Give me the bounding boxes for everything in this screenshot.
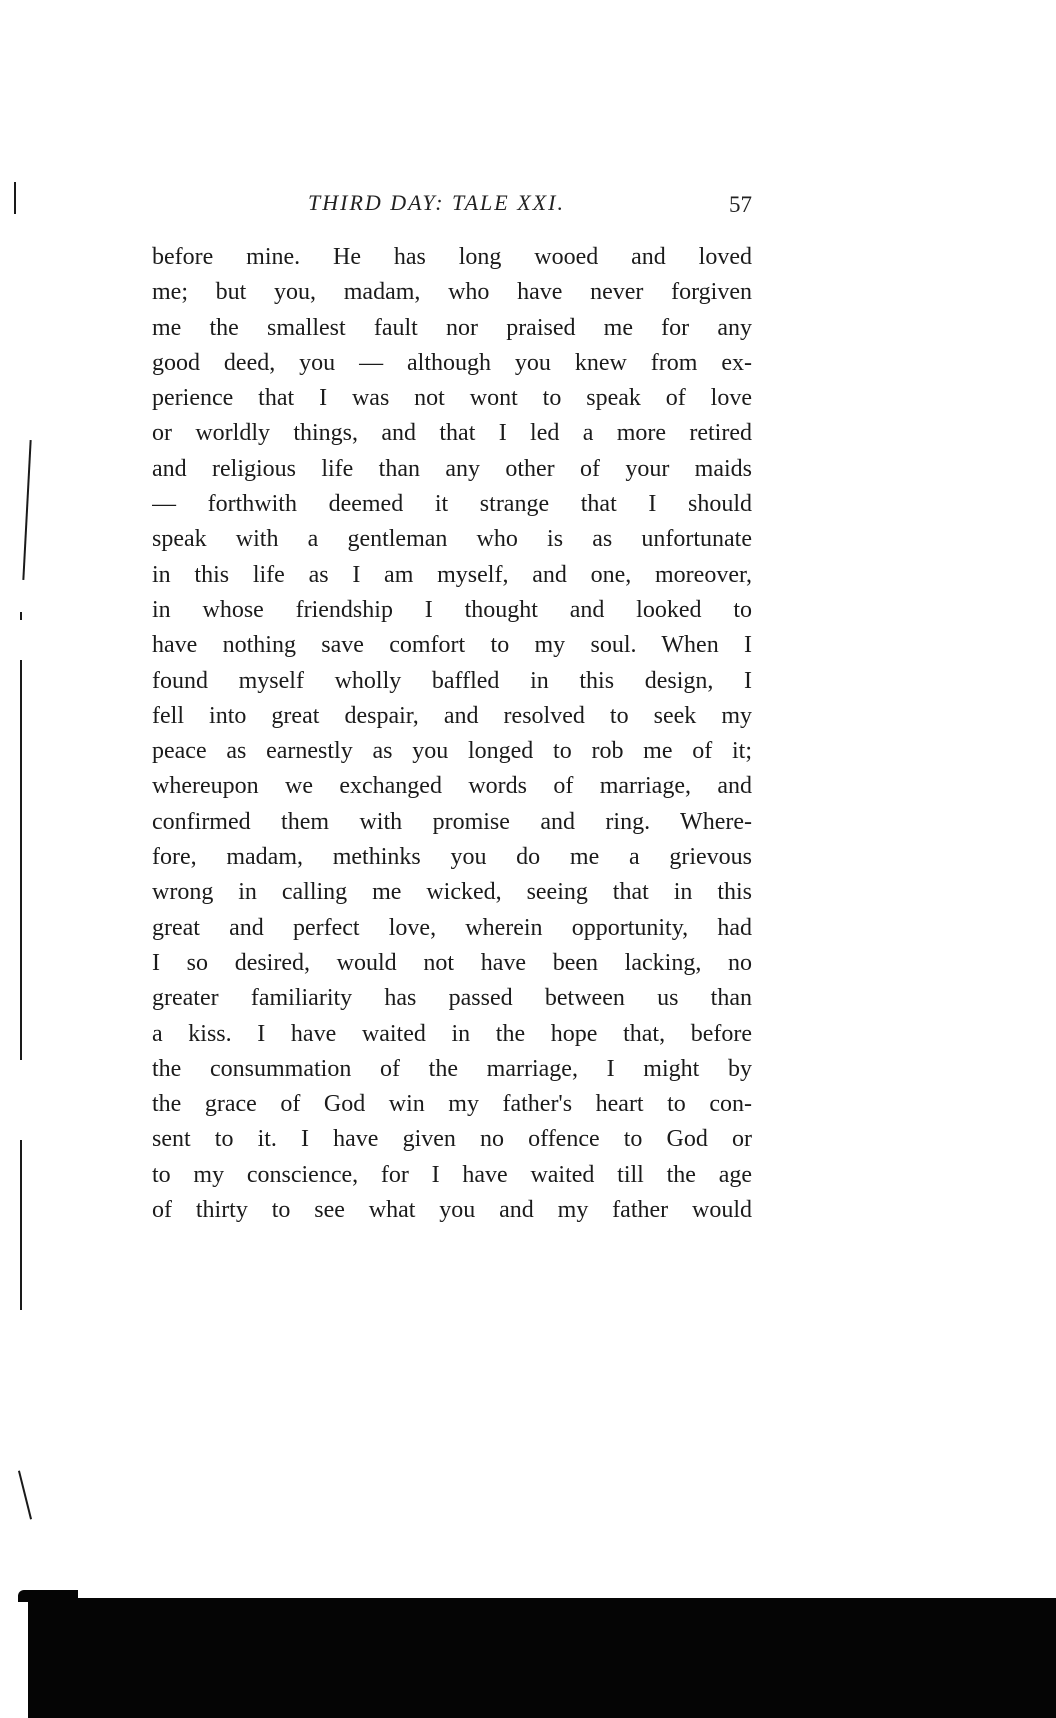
body-text <box>152 240 752 1228</box>
text-line: sent to it. I have given no offence to God or <box>152 1126 752 1153</box>
text-line: before mine. He has long wooed and loved <box>152 244 752 270</box>
text-line: speak with a gentleman who is as unfortunate <box>152 526 752 553</box>
scan-margin-mark <box>20 660 22 1060</box>
scan-bottom-shadow <box>28 1598 1056 1718</box>
scan-margin-mark <box>20 612 22 620</box>
text-line: me; but you, madam, who have never forgiven <box>152 279 752 306</box>
text-line: and religious life than any other of your maids <box>152 455 752 482</box>
text-line: I so desired, would not have been lacking, no <box>152 949 752 976</box>
text-line: to my conscience, for I have waited till the age <box>152 1161 752 1188</box>
scan-margin-mark <box>22 440 31 580</box>
page-number: 57 <box>729 192 752 217</box>
scan-margin-mark <box>18 1471 32 1520</box>
text-line: fore, madam, methinks you do me a grievous <box>152 844 752 871</box>
scan-margin-mark <box>20 1140 22 1310</box>
text-line: in whose friendship I thought and looked to <box>152 596 752 623</box>
text-line: — forthwith deemed it strange that I should <box>152 491 752 518</box>
page-header <box>152 190 752 226</box>
text-line: the consummation of the marriage, I might by <box>152 1055 752 1082</box>
text-line: perience that I was not wont to speak of love <box>152 385 752 412</box>
text-line: of thirty to see what you and my father would <box>152 1197 752 1224</box>
scan-margin-mark <box>14 182 16 214</box>
text-line: in this life as I am myself, and one, moreover, <box>152 561 752 588</box>
text-line: good deed, you — although you knew from ex- <box>152 349 752 376</box>
text-line: fell into great despair, and resolved to seek my <box>152 702 752 729</box>
text-line: or worldly things, and that I led a more retired <box>152 420 752 447</box>
text-line: a kiss. I have waited in the hope that, before <box>152 1020 752 1047</box>
text-line: whereupon we exchanged words of marriage, and <box>152 773 752 800</box>
text-line: peace as earnestly as you longed to rob me of it; <box>152 738 752 765</box>
text-line: me the smallest fault nor praised me for any <box>152 314 752 341</box>
text-line: greater familiarity has passed between us than <box>152 985 752 1012</box>
text-line: great and perfect love, wherein opportunity, had <box>152 914 752 941</box>
text-line: wrong in calling me wicked, seeing that in this <box>152 879 752 906</box>
text-line: found myself wholly baffled in this design, I <box>152 667 752 694</box>
text-line: confirmed them with promise and ring. Where- <box>152 808 752 835</box>
running-head: THIRD DAY: TALE XXI. <box>308 190 565 215</box>
text-line: the grace of God win my father's heart to con- <box>152 1091 752 1118</box>
text-line: have nothing save comfort to my soul. When I <box>152 632 752 659</box>
